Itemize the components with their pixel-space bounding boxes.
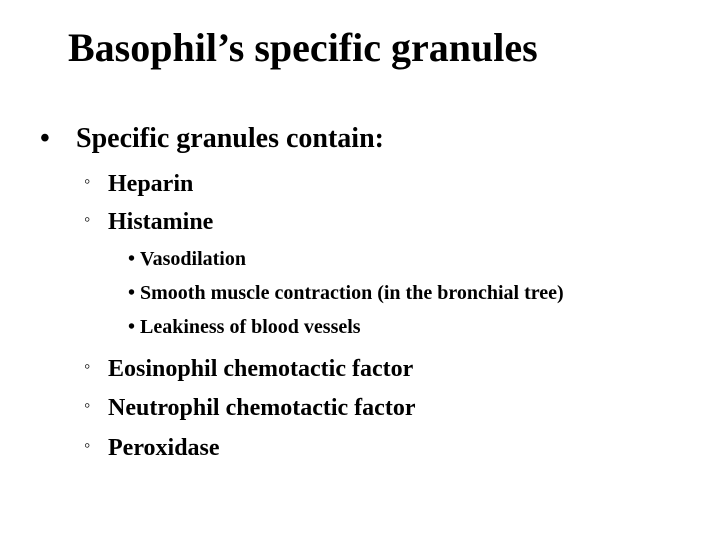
sub-bullet-text: Histamine	[108, 209, 214, 235]
bullet-icon: •	[128, 248, 136, 270]
bullet-icon: •	[128, 316, 136, 338]
sub-sub-bullet-vasodilation	[128, 246, 246, 272]
bullet-icon: •	[128, 282, 136, 304]
circle-bullet-icon: ◦	[84, 171, 91, 191]
bullet-specific-granules	[40, 121, 384, 157]
sub-bullet-eosinophil-factor	[84, 350, 413, 385]
sub-bullet-text: Eosinophil chemotactic factor	[108, 356, 414, 382]
sub-bullet-neutrophil-factor	[84, 389, 415, 424]
sub-sub-bullet-text: Leakiness of blood vessels	[140, 316, 361, 338]
sub-sub-bullet-leakiness	[128, 314, 361, 340]
bullet-text: Specific granules contain:	[76, 123, 384, 154]
circle-bullet-icon: ◦	[84, 395, 91, 415]
sub-sub-bullet-text: Vasodilation	[140, 248, 246, 270]
sub-bullet-heparin	[84, 165, 193, 200]
sub-sub-bullet-text: Smooth muscle contraction (in the bronchial tree)	[140, 282, 564, 304]
circle-bullet-icon: ◦	[84, 356, 91, 376]
sub-bullet-text: Peroxidase	[108, 435, 220, 461]
sub-bullet-text: Heparin	[108, 171, 194, 197]
bullet-icon: •	[40, 123, 50, 154]
sub-bullet-peroxidase	[84, 429, 220, 464]
sub-sub-bullet-smooth-muscle	[128, 280, 564, 306]
slide-title: Basophil’s specific granules	[68, 25, 538, 70]
sub-bullet-histamine	[84, 203, 213, 238]
circle-bullet-icon: ◦	[84, 209, 91, 229]
circle-bullet-icon: ◦	[84, 435, 91, 455]
sub-bullet-text: Neutrophil chemotactic factor	[108, 395, 416, 421]
